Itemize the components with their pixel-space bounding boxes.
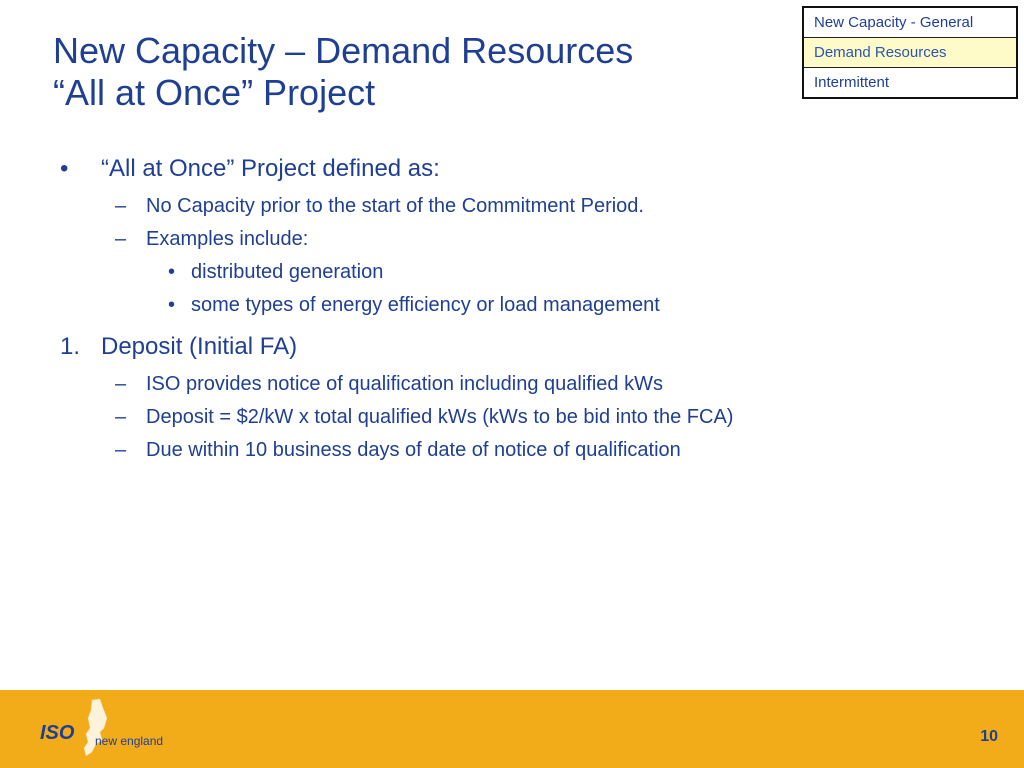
- iso-new-england-logo: [40, 698, 200, 760]
- sub-bullet-iso-notice: [60, 368, 1004, 401]
- bullet-text: distributed generation: [191, 261, 384, 283]
- bullet-marker: •: [60, 155, 69, 182]
- page-number: 10: [980, 728, 998, 745]
- number-marker: 1.: [60, 333, 81, 360]
- dash-marker: –: [115, 439, 127, 461]
- bullet-text: Deposit = $2/kW x total qualified kWs (kWs to be bid into the FCA): [146, 406, 734, 428]
- dash-marker: –: [115, 406, 127, 428]
- bullet-text: “All at Once” Project defined as:: [101, 155, 440, 182]
- sub-bullet-examples: [60, 223, 1004, 256]
- dash-marker: –: [115, 228, 127, 250]
- logo-new-england-text: new england: [95, 734, 164, 748]
- section-nav-box: [802, 6, 1018, 99]
- nav-item-demand-resources[interactable]: Demand Resources: [804, 38, 1016, 68]
- nav-item-intermittent[interactable]: Intermittent: [814, 74, 890, 91]
- slide-title: [53, 30, 633, 114]
- sub-bullet-deposit-formula: [60, 401, 1004, 434]
- bullet-text: ISO provides notice of qualification including qualified kWs: [146, 373, 663, 395]
- title-line-2: “All at Once” Project: [53, 72, 376, 113]
- bullet-text: Due within 10 business days of date of notice of qualification: [146, 439, 681, 461]
- bullet-marker: •: [168, 294, 176, 316]
- footer-bar: [0, 690, 1024, 768]
- bullet-text: Deposit (Initial FA): [101, 333, 298, 360]
- numbered-item-deposit: [60, 330, 1004, 364]
- logo-iso-text: ISO: [40, 722, 75, 744]
- sub-sub-bullet-distributed-generation: [60, 256, 1004, 289]
- sub-bullet-due-within: [60, 434, 1004, 467]
- bullet-text: Examples include:: [146, 228, 309, 250]
- bullet-defined-as: [60, 152, 1004, 186]
- nav-item-general[interactable]: New Capacity - General: [804, 8, 1016, 38]
- new-england-map-icon: [82, 698, 108, 758]
- sub-bullet-no-capacity: [60, 190, 1004, 223]
- title-line-1: New Capacity – Demand Resources: [53, 30, 634, 71]
- dash-marker: –: [115, 373, 127, 395]
- dash-marker: –: [115, 195, 127, 217]
- slide-body: [60, 152, 1004, 467]
- sub-sub-bullet-energy-efficiency: [60, 289, 1004, 322]
- bullet-marker: •: [168, 261, 176, 283]
- bullet-text: some types of energy efficiency or load management: [191, 294, 660, 316]
- bullet-text: No Capacity prior to the start of the Commitment Period.: [146, 195, 644, 217]
